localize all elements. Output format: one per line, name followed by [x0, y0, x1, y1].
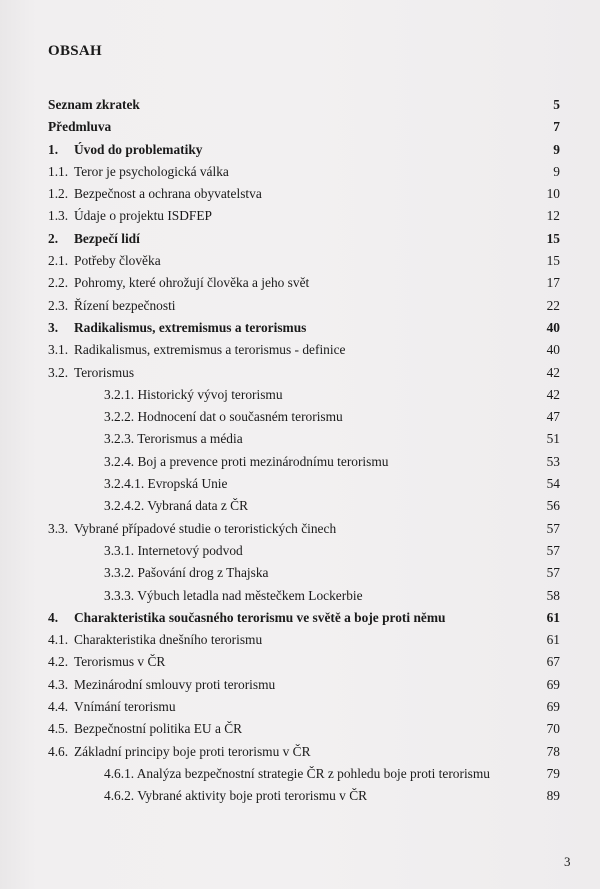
toc-entry: [48, 339, 560, 361]
toc-entry-number: 1.: [48, 141, 59, 157]
toc-entry-title: 3.2.4.1. Evropská Unie: [104, 476, 228, 492]
toc-entry-title: Předmluva: [48, 119, 112, 135]
toc-entry: [48, 428, 560, 450]
toc-entry-title: Pohromy, které ohrožují člověka a jeho svět: [74, 275, 310, 291]
toc-entry: [48, 406, 560, 428]
toc-entry-page: 57: [546, 520, 560, 536]
toc-entry: [48, 585, 560, 607]
toc-entry-number: 4.1.: [48, 632, 69, 648]
page-number: 3: [564, 854, 571, 869]
toc-entry-page: 47: [546, 409, 560, 425]
toc-entry-page: 12: [546, 208, 560, 224]
toc-entry-title: 3.2.1. Historický vývoj terorismu: [104, 386, 283, 402]
toc-entry: [48, 228, 560, 250]
toc-entry-title: Údaje o projektu ISDFEP: [74, 208, 212, 224]
toc-entry-page: 69: [546, 699, 560, 715]
toc-entry-title: Potřeby člověka: [74, 253, 161, 269]
toc-entry-page: 10: [546, 186, 560, 202]
toc-entry-title: Charakteristika dnešního terorismu: [74, 632, 263, 648]
toc-entry: [48, 741, 560, 763]
toc-entry-number: 1.1.: [48, 163, 69, 179]
toc-entry-title: Bezpečnost a ochrana obyvatelstva: [74, 186, 262, 202]
toc-entry: [48, 139, 560, 161]
toc-entry-page: 40: [546, 342, 560, 358]
toc-entry-number: 3.3.: [48, 520, 69, 536]
toc-entry-page: 56: [546, 498, 560, 514]
toc-entry-title: 3.3.3. Výbuch letadla nad městečkem Lockerbie: [104, 587, 363, 603]
toc-entry-title: Terorismus: [74, 364, 135, 380]
toc-entry: [48, 116, 560, 138]
toc-entry: [48, 384, 560, 406]
toc-entry-title: Bezpečí lidí: [74, 230, 140, 246]
toc-entry-page: 17: [546, 275, 560, 291]
toc-entry: [48, 674, 560, 696]
toc-entry-number: 4.6.: [48, 743, 69, 759]
toc-entry-title: Základní principy boje proti terorismu v ČR: [74, 743, 311, 759]
toc-entry: [48, 495, 560, 517]
toc-entry-page: 54: [546, 476, 560, 492]
toc-entry: [48, 362, 560, 384]
toc-entry-page: 89: [546, 788, 560, 804]
table-of-contents: [48, 94, 560, 808]
toc-entry: [48, 651, 560, 673]
toc-entry-number: 3.: [48, 319, 59, 335]
toc-entry-page: 9: [553, 141, 560, 157]
toc-entry-page: 9: [553, 163, 560, 179]
toc-entry-page: 42: [546, 386, 560, 402]
toc-entry: [48, 785, 560, 807]
toc-entry-page: 61: [546, 632, 560, 648]
toc-entry-number: 1.2.: [48, 186, 69, 202]
toc-entry-page: 7: [553, 119, 560, 135]
toc-entry-number: 2.: [48, 230, 59, 246]
toc-entry: [48, 696, 560, 718]
toc-entry-title: 3.2.3. Terorismus a média: [104, 431, 243, 447]
toc-entry-title: 3.3.2. Pašování drog z Thajska: [104, 565, 269, 581]
page-title: OBSAH: [48, 43, 103, 59]
toc-entry: [48, 183, 560, 205]
toc-entry: [48, 763, 560, 785]
toc-entry-title: 3.2.4.2. Vybraná data z ČR: [104, 498, 249, 514]
toc-entry-number: 4.5.: [48, 721, 69, 737]
toc-entry-page: 40: [546, 319, 560, 335]
toc-entry-title: Vybrané případové studie o teroristických činech: [74, 520, 337, 536]
toc-entry-page: 53: [546, 453, 560, 469]
toc-entry: [48, 272, 560, 294]
toc-entry-number: 3.2.: [48, 364, 69, 380]
toc-entry-page: 70: [546, 721, 560, 737]
toc-entry-title: Charakteristika současného terorismu ve světě a boje proti němu: [74, 609, 446, 625]
toc-entry-page: 22: [546, 297, 560, 313]
toc-entry-title: 4.6.2. Vybrané aktivity boje proti terorismu v ČR: [104, 788, 368, 804]
toc-entry-title: Vnímání terorismu: [74, 699, 176, 715]
toc-entry-number: 3.1.: [48, 342, 69, 358]
toc-entry-page: 67: [546, 654, 560, 670]
toc-entry-number: 4.2.: [48, 654, 69, 670]
toc-entry-page: 5: [553, 97, 560, 112]
toc-entry-number: 2.2.: [48, 275, 69, 291]
toc-entry-title: Řízení bezpečnosti: [74, 297, 176, 313]
toc-entry-page: 79: [546, 765, 560, 781]
toc-entry-number: 1.3.: [48, 208, 69, 224]
toc-entry: [48, 718, 560, 740]
toc-entry: [48, 607, 560, 629]
toc-entry-page: 57: [546, 565, 560, 581]
toc-entry-title: Radikalismus, extremismus a terorismus: [74, 319, 307, 335]
toc-entry-number: 4.: [48, 609, 59, 625]
toc-entry: [48, 295, 560, 317]
toc-entry: [48, 94, 560, 116]
toc-entry-title: Mezinárodní smlouvy proti terorismu: [74, 676, 276, 692]
toc-entry-page: 69: [546, 676, 560, 692]
toc-entry-title: Seznam zkratek: [48, 97, 140, 112]
toc-entry-number: 4.3.: [48, 676, 69, 692]
toc-entry-page: 15: [546, 230, 560, 246]
toc-entry-title: Terorismus v ČR: [74, 654, 166, 670]
toc-entry-title: Bezpečnostní politika EU a ČR: [74, 721, 243, 737]
toc-entry-page: 58: [546, 587, 560, 603]
toc-entry: [48, 161, 560, 183]
toc-entry-number: 2.3.: [48, 297, 69, 313]
toc-entry: [48, 250, 560, 272]
toc-entry-title: 4.6.1. Analýza bezpečnostní strategie ČR z pohledu boje proti terorismu: [104, 765, 491, 781]
toc-entry: [48, 205, 560, 227]
toc-entry-page: 61: [546, 609, 560, 625]
toc-entry-number: 4.4.: [48, 699, 69, 715]
toc-entry: [48, 518, 560, 540]
toc-entry-page: 57: [546, 542, 560, 558]
toc-entry: [48, 451, 560, 473]
toc-entry-title: 3.2.4. Boj a prevence proti mezinárodnímu terorismu: [104, 453, 389, 469]
toc-entry-title: 3.2.2. Hodnocení dat o současném terorismu: [104, 409, 343, 425]
toc-entry-page: 15: [546, 253, 560, 269]
toc-entry-page: 51: [546, 431, 560, 447]
toc-entry-title: Úvod do problematiky: [74, 141, 203, 157]
toc-entry-page: 42: [546, 364, 560, 380]
toc-entry-title: 3.3.1. Internetový podvod: [104, 542, 243, 558]
toc-entry-page: 78: [546, 743, 560, 759]
toc-entry: [48, 540, 560, 562]
toc-entry-title: Radikalismus, extremismus a terorismus - definice: [74, 342, 346, 358]
toc-entry: [48, 473, 560, 495]
toc-entry: [48, 629, 560, 651]
toc-entry-title: Teror je psychologická válka: [74, 163, 229, 179]
toc-entry: [48, 562, 560, 584]
toc-entry-number: 2.1.: [48, 253, 69, 269]
toc-entry: [48, 317, 560, 339]
